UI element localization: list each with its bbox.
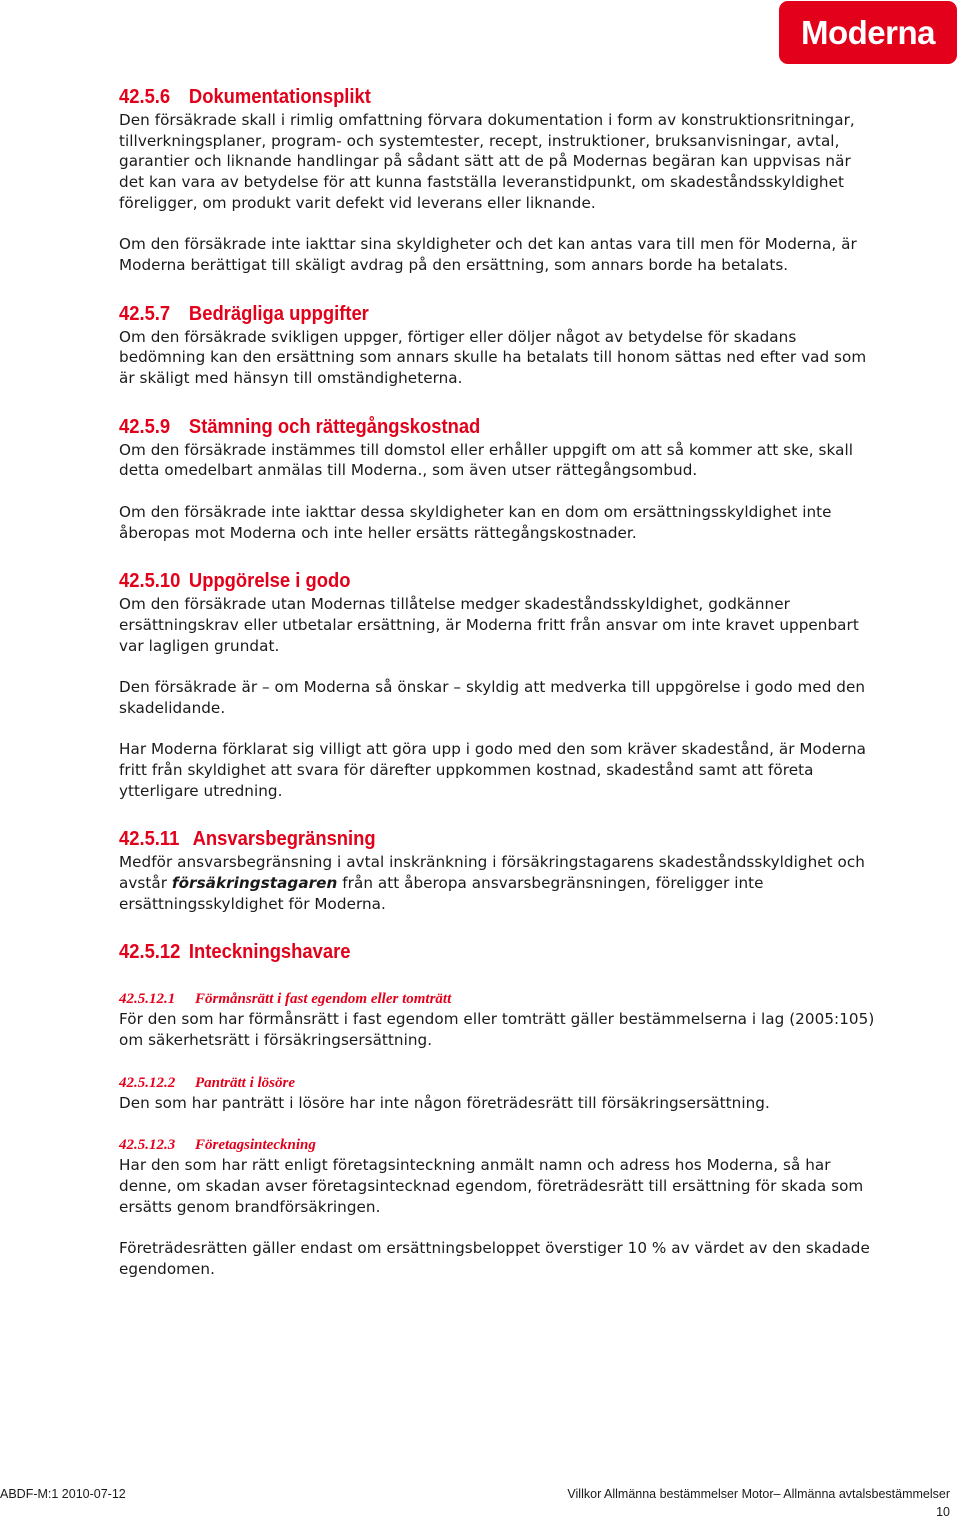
heading-42-5-10: 42.5.10 Uppgörelse i godo [119, 570, 351, 593]
paragraph: Har Moderna förklarat sig villigt att göra upp i godo med den som kräver skadestånd, är Moderna fritt från skyldighet att svara för därefter uppkommen kostnad, skadestånd samt att företa ytterligare utredning. [119, 740, 867, 800]
paragraph: Den som har panträtt i lösöre har inte någon företrädesrätt till försäkringsersättning. [119, 1093, 770, 1112]
paragraph: Om den försäkrade utan Modernas tillåtelse medger skadeståndsskyldighet, godkänner ersättningskrav eller utbetalar ersättning, är Moderna fritt från ansvar om inte kravet uppenbart var lagligen grundat. [119, 595, 859, 655]
heading-42-5-11: 42.5.11 Ansvarsbegränsning [119, 828, 376, 851]
heading-42-5-6: 42.5.6 Dokumentationsplikt [119, 86, 371, 108]
page-number: 10 [936, 1505, 950, 1519]
paragraph: Om den försäkrade instämmes till domstol eller erhåller uppgift om att så kommer att ske, skall detta omedelbart anmälas till Moderna., som även utser rättegångsombud. [119, 440, 853, 480]
document-body [119, 84, 879, 1280]
logo-text: Moderna [800, 13, 935, 51]
paragraph: Den försäkrade är – om Moderna så önskar – skyldig att medverka till uppgörelse i godo med den skadelidande. [119, 678, 866, 717]
heading-42-5-7: 42.5.7 Bedrägliga uppgifter [119, 302, 369, 325]
paragraph: Företrädesrätten gäller endast om ersättningsbeloppet överstiger 10 % av värdet av den skadade egendomen. [119, 1239, 870, 1278]
paragraph: För den som har förmånsrätt i fast egendom eller tomträtt gäller bestämmelserna i lag (2005:105) om säkerhetsrätt i försäkringsersättning. [119, 1010, 875, 1050]
footer-document-title: Villkor Allmänna bestämmelser Motor– Allmänna avtalsbestämmelser [567, 1487, 950, 1501]
heading-42-5-12-3: 42.5.12.3 Företagsinteckning [119, 1137, 316, 1154]
footer-document-id: ABDF-M:1 2010-07-12 [0, 1487, 126, 1501]
paragraph: Om den försäkrade svikligen uppger, förtiger eller döljer något av betydelse för skadans bedömning kan den ersättning som annars skulle ha betalats till honom sättas ned efter vad som är skäligt med hänsyn till omständigheterna. [119, 327, 867, 388]
heading-42-5-12-1: 42.5.12.1 Förmånsrätt i fast egendom eller tomträtt [119, 991, 452, 1008]
paragraph: Medför ansvarsbegränsning i avtal inskränkning i försäkringstagarens skadeståndsskyldighet och avstår försäkringstagaren från att åberopa ansvarsbegränsningen, föreligger inte ersättningsskyldighet för Moderna. [119, 853, 865, 913]
heading-42-5-9: 42.5.9 Stämning och rättegångskostnad [119, 415, 481, 438]
paragraph: Om den försäkrade inte iakttar sina skyldigheter och det kan antas vara till men för Moderna, är Moderna berättigat till skäligt avdrag på den ersättning, som annars borde ha betalats. [119, 235, 857, 274]
emphasis-term: försäkringstagaren [171, 873, 338, 892]
heading-42-5-12: 42.5.12 Inteckningshavare [119, 941, 351, 964]
moderna-logo [779, 1, 957, 64]
paragraph: Den försäkrade skall i rimlig omfattning förvara dokumentation i form av konstruktionsritningar, tillverkningsplaner, program- och systemtester, recept, instruktioner, bruksanvisningar, avtal, garantier och liknande handlingar på sådant sätt att de på Modernas begäran kan uppvisas när det kan vara av betydelse för att kunna fastställa leveranstidpunkt, om skadeståndsskyldighet föreligger, om produkt varit defekt vid leverans eller liknande. [119, 111, 855, 212]
paragraph: Om den försäkrade inte iakttar dessa skyldigheter kan en dom om ersättningsskyldighet inte åberopas mot Moderna och inte heller ersätts rättegångskostnader. [119, 502, 832, 542]
heading-42-5-12-2: 42.5.12.2 Panträtt i lösöre [119, 1074, 296, 1091]
paragraph: Har den som har rätt enligt företagsinteckning anmält namn och adress hos Moderna, så har denne, om skadan avser företagsintecknad egendom, företrädesrätt till ersättning för skada som ersätts genom brandförsäkringen. [119, 1156, 864, 1216]
